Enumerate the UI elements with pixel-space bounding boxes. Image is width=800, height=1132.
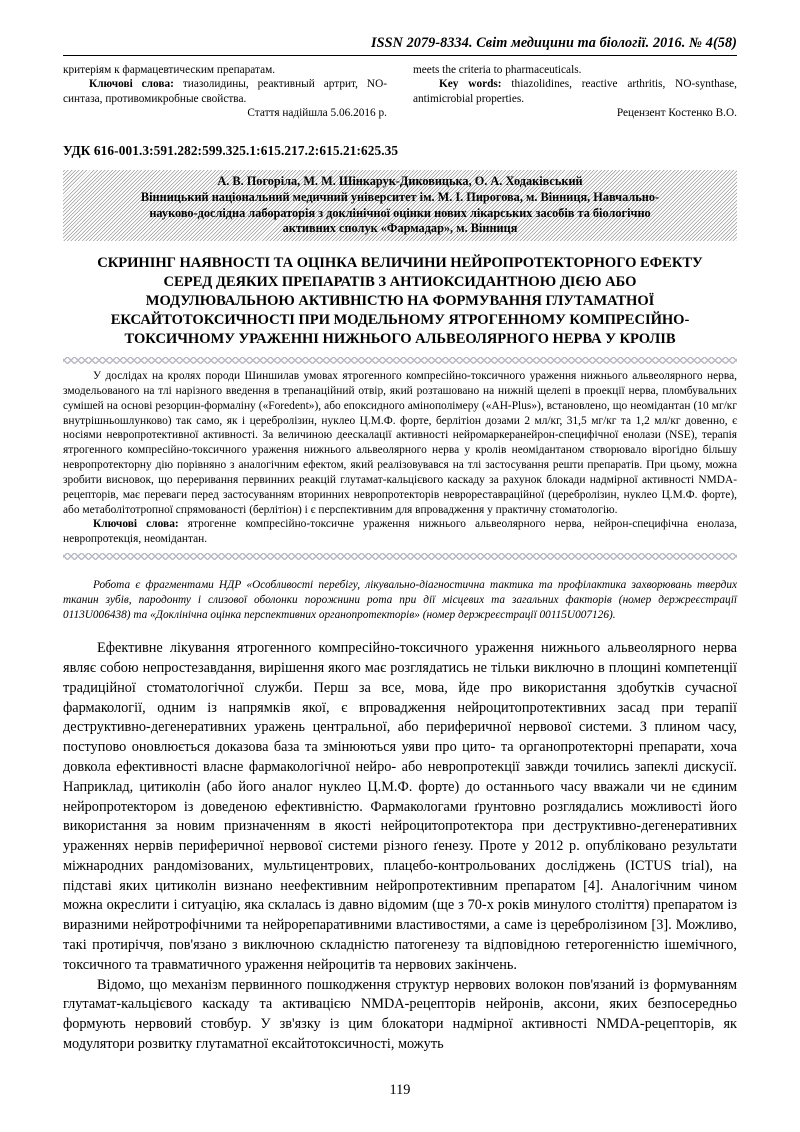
header-two-columns [63, 63, 737, 121]
left-keywords-paragraph [63, 77, 387, 106]
article-title-line: СКРИНІНГ НАЯВНОСТІ ТА ОЦІНКА ВЕЛИЧИНИ НЕЙРОПРОТЕКТОРНОГО ЕФЕКТУ [97, 255, 703, 272]
abstract-keywords-paragraph [63, 517, 737, 547]
body-paragraph: Ефективне лікування ятрогенного компресійно-токсичного ураження нижнього альвеолярного нерва являє собою непростезавдання, вирішення якого має розглядатись не тільки виключно в площині компетенції традиційної стоматологічної служби. Перш за все, мова, йде про використання здобутків сучасної фармакології, одним із напрямків якої, є впровадження нейроцитопротективних засад при терапії деструктивно-дегенеративних уражень центральної, або периферичної нервової системи. З плином часу, поступово оновлюється доказова база та змінюються уяви про цито- та органопротекторні препарати, хоча довкола ефективності власне фармакологічної нейро- або невропротекції завжди точились запеклі дискусії. Наприклад, цитиколін (або його аналог нуклео Ц.М.Ф. форте) до останнього часу вважали чи не єдиним нейропротектором із доведеною ефективністю. Фармакологами ґрунтовно розглядались можливості його використання за новим призначенням в якості нейроцитопротектора при деструктивно-дегенеративних ураженнях нервів периферичної нервової системи різного ґенезу. Проте у 2012 р. опубліковано результати міжнародних рандомізованих, мультицентрових, плацебо-контрольованих досліджень (ICTUS trial), на підставі яких цитиколін визнано неефективним нейропротективним препаратом [4]. Аналогічним чином можна окреслити і ситуацію, яка склалась із давно відомим (ще з 70-х років минулого століття) препаратом із виразними нейротрофічними та нейрорепаративними властивостями, а саме із церебролізином [3]. Можливо, такі протиріччя, пов'язано з виключною складністю патогенезу та відповідною гетерогенністю ішемічного, токсичного та травматичного ураження нейроцитів та нервових закінчень. [63, 640, 737, 973]
body-paragraph: Відомо, що механізм первинного пошкодження структур нервових волокон пов'язаний із формуванням глутамат-кальцієвого каскаду та активацією NMDA-рецепторів нейронів, аксони, яких безпосередньо формують нервовий стовбур. У зв'язку із цим блокатори надмірної активності NMDA-рецепторів, як модулятори розвитку глутаматної ексайтотоксичності, можуть [63, 976, 737, 1053]
running-head: ISSN 2079-8334. Світ медицини та біології. 2016. № 4(58) [370, 35, 737, 51]
left-keywords-text: тиазолидины, реактивный артрит, NO-синтаза, противомикробные свойства. [63, 78, 387, 105]
page-number: 119 [389, 1082, 411, 1098]
affiliation-line-3: активних сполук «Фармадар», м. Вінниця [282, 221, 518, 236]
abstract-section [63, 369, 737, 547]
affiliation-line-1: Вінницький національний медичний університет ім. М. І. Пирогова, м. Вінниця, Навчально- [140, 189, 660, 204]
funding-note-section [63, 578, 737, 623]
affiliation-line-2: науково-дослідна лабораторія з доклінічної оцінки нових лікарських засобів та біологічно [149, 205, 651, 220]
running-head-rule [63, 55, 737, 56]
funding-note-text: Робота є фрагментами НДР «Особливості перебігу, лікувально-діагностична тактика та профілактика захворювань твердих тканин зубів, пародонту і слизової оболонки порожнини рота при дії місцевих та загальних факторів (номер держреєстрації 0113U006438) та «Доклінічна оцінка перспективних органопротекторів» (номер держреєстрації 00115U007126). [63, 579, 737, 622]
zigzag-divider-bottom [63, 552, 737, 561]
body-text-section [63, 639, 737, 1055]
right-keywords-label: Key words: [439, 78, 502, 91]
authors-affiliation-block [63, 170, 737, 241]
article-title-line: ЕКСАЙТОТОКСИЧНОСТІ ПРИ МОДЕЛЬНОМУ ЯТРОГЕННОМУ КОМПРЕСІЙНО- [110, 312, 690, 329]
page-content [63, 0, 737, 1055]
article-title [63, 254, 737, 349]
received-note: Стаття надійшла 5.06.2016 р. [247, 107, 387, 120]
right-tail-sentence: meets the criteria to pharmaceuticals. [413, 63, 582, 76]
abstract-keywords-label: Ключові слова: [93, 518, 179, 531]
authors-line: А. В. Погоріла, М. М. Шінкарук-Диковицька, О. А. Ходаківський [217, 173, 583, 188]
left-keywords-label: Ключові слова: [89, 78, 174, 91]
abstract-text: У дослідах на кролях породи Шиншилав умовах ятрогенного компресійно-токсичного ураження нижнього альвеолярного нерва, змодельованого на тлі нарізного введення в трепанаційний отвір, який розташовано на нижній щелепі в проекції нерва, пломбувальних сумішей на основі резорцин-формаліну («Foredent»), або епоксидного амінополімеру («АН-Plus»), встановлено, що неомідантан (10 мг/кг внутрішньошлунково) так само, як і церебролізин, нуклео Ц.М.Ф. форте, берлітіон дозами 2 мл/кг, 31,5 мг/кг та 1,2 мл/кг довенно, є носіями невропротективної активності. За величиною деескалації активності нейромаркеранейрон-специфічної енолази (NSE), терапія ятрогенного компресійно-токсичного ураження нижнього альвеолярного нерва у кролів неомідантаном створювало вірогідно більшу невропротекторну дію порівняно з аналогічним ефектом, який реалізовувався на тлі застосування решти препаратів. При цьому, можна зробити висновок, що переривання первинних реакцій глутамат-кальцієвого каскаду за рахунок блокади надмірної активності NMDA-рецепторів, має переваги перед застосуванням вторинних невропротекторів неврореставраційної (церебролізин, нуклео Ц.М.Ф. форте), або метаболітотропної спрямованості (берлітіон) і є перспективним для впровадження у практичну стоматологію. [63, 370, 737, 516]
header-column-left [63, 63, 387, 121]
right-keywords-paragraph [413, 77, 737, 106]
reviewer-note: Рецензент Костенко В.О. [616, 107, 737, 120]
article-title-line: МОДУЛЮВАЛЬНОЮ АКТИВНІСТЮ НА ФОРМУВАННЯ ГЛУТАМАТНОЇ [145, 293, 655, 310]
udk-code: УДК 616-001.3:591.282:599.325.1:615.217.2:615.21:625.35 [63, 142, 399, 158]
abstract-keywords-text: ятрогенне компресійно-токсичне ураження нижнього альвеолярного нерва, нейрон-специфічна енолаза, невропротекція, неомідантан. [63, 518, 737, 546]
zigzag-divider-top [63, 356, 737, 365]
article-title-line: ТОКСИЧНОМУ УРАЖЕННІ НИЖНЬОГО АЛЬВЕОЛЯРНОГО НЕРВА У КРОЛІВ [124, 331, 676, 348]
right-keywords-text: thiazolidines, reactive arthritis, NO-synthase, antimicrobial properties. [413, 78, 737, 105]
article-title-line: СЕРЕД ДЕЯКИХ ПРЕПАРАТІВ З АНТИОКСИДАНТНОЮ ДІЄЮ АБО [163, 274, 637, 291]
left-tail-sentence: критеріям к фармацевтическим препаратам. [63, 63, 276, 76]
header-column-right [413, 63, 737, 121]
